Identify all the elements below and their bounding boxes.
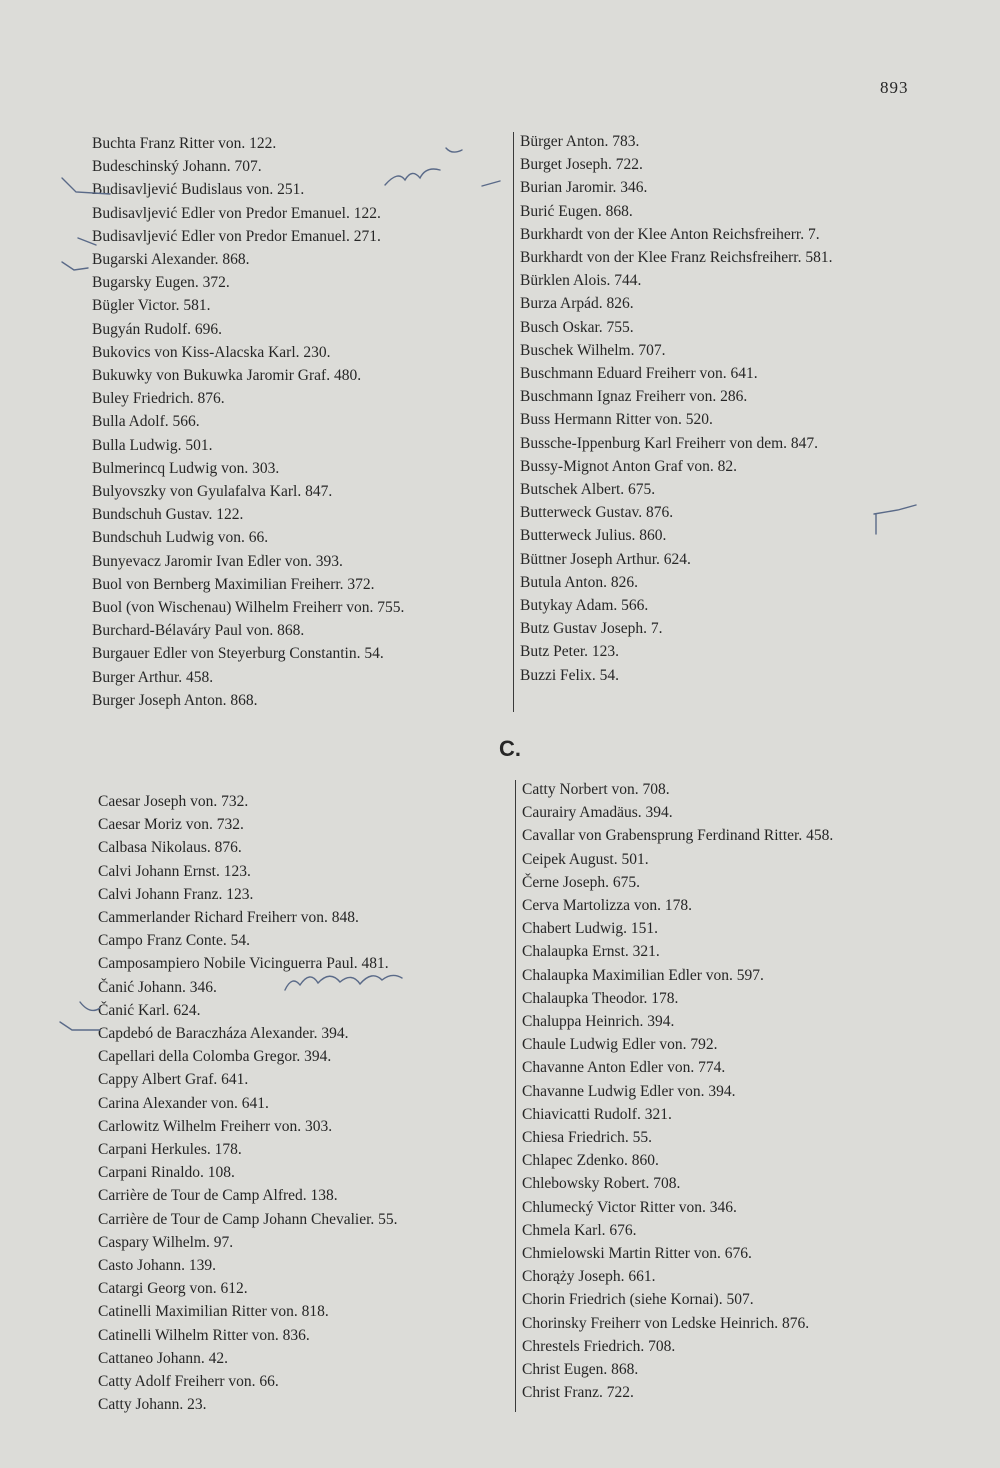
index-entry: Butterweck Gustav. 876. (520, 504, 674, 522)
index-entry: Chalaupka Ernst. 321. (522, 943, 660, 961)
index-entry: Burchard-Bélaváry Paul von. 868. (92, 622, 305, 640)
index-entry: Chiavicatti Rudolf. 321. (522, 1105, 672, 1123)
index-entry: Carpani Herkules. 178. (98, 1141, 242, 1159)
index-entry: Butterweck Julius. 860. (520, 527, 667, 545)
index-entry: Chlebowsky Robert. 708. (522, 1175, 681, 1193)
index-entry: Burkhardt von der Klee Franz Reichsfreiherr. 581. (520, 249, 833, 267)
index-entry: Chmielowski Martin Ritter von. 676. (522, 1245, 752, 1263)
index-entry: Chrestels Friedrich. 708. (522, 1337, 676, 1355)
index-entry: Catinelli Wilhelm Ritter von. 836. (98, 1326, 310, 1344)
index-entry: Buschmann Eduard Freiherr von. 641. (520, 365, 758, 383)
top-right-column (520, 130, 940, 687)
index-entry: Butz Gustav Joseph. 7. (520, 620, 663, 638)
index-entry: Čanić Johann. 346. (98, 978, 217, 996)
index-entry: Chorin Friedrich (siehe Kornai). 507. (522, 1291, 754, 1309)
index-entry: Catty Johann. 23. (98, 1396, 207, 1414)
column-divider-top (513, 132, 514, 712)
page-number: 893 (880, 78, 909, 97)
index-entry: Buchta Franz Ritter von. 122. (92, 135, 277, 152)
index-entry: Černe Joseph. 675. (522, 873, 640, 891)
index-entry: Cappy Albert Graf. 641. (98, 1071, 249, 1089)
index-entry: Chiesa Friedrich. 55. (522, 1129, 653, 1147)
index-entry: Catty Norbert von. 708. (522, 781, 670, 798)
index-entry: Ceipek August. 501. (522, 850, 649, 868)
index-entry: Buley Friedrich. 876. (92, 390, 225, 408)
index-entry: Burgauer Edler von Steyerburg Constantin. 54. (92, 645, 384, 663)
index-entry: Bugarsky Eugen. 372. (92, 274, 230, 292)
index-entry: Carrière de Tour de Camp Alfred. 138. (98, 1187, 338, 1205)
index-entry: Burget Joseph. 722. (520, 156, 643, 174)
index-entry: Capdebó de Baraczháza Alexander. 394. (98, 1025, 349, 1043)
index-entry: Casto Johann. 139. (98, 1257, 216, 1275)
index-entry: Butschek Albert. 675. (520, 481, 656, 499)
index-entry: Calvi Johann Franz. 123. (98, 885, 254, 903)
index-entry: Burger Joseph Anton. 868. (92, 691, 258, 709)
index-entry: Bügler Victor. 581. (92, 297, 211, 315)
index-entry: Bussche-Ippenburg Karl Freiherr von dem. 847. (520, 434, 819, 452)
index-entry: Bulla Ludwig. 501. (92, 436, 213, 454)
index-entry: Chabert Ludwig. 151. (522, 920, 659, 938)
index-entry: Camposampiero Nobile Vicinguerra Paul. 481. (98, 955, 389, 973)
index-entry: Caurairy Amadäus. 394. (522, 804, 673, 822)
index-entry: Chaule Ludwig Edler von. 792. (522, 1036, 718, 1054)
pencil-tick-mark (80, 1002, 100, 1010)
index-entry: Čanić Karl. 624. (98, 1001, 201, 1019)
index-entry: Butykay Adam. 566. (520, 597, 649, 615)
index-entry: Calbasa Nikolaus. 876. (98, 839, 242, 857)
index-entry: Bukuwky von Bukuwka Jaromir Graf. 480. (92, 367, 362, 385)
index-entry: Burkhardt von der Klee Anton Reichsfreiherr. 7. (520, 225, 820, 243)
index-entry: Büttner Joseph Arthur. 624. (520, 550, 691, 568)
index-entry: Campo Franz Conte. 54. (98, 932, 250, 950)
index-entry: Catinelli Maximilian Ritter von. 818. (98, 1303, 329, 1321)
index-entry: Carrière de Tour de Camp Johann Chevalier. 55. (98, 1210, 398, 1228)
index-entry: Catargi Georg von. 612. (98, 1280, 248, 1298)
index-entry: Cerva Martolizza von. 178. (522, 897, 693, 915)
index-entry: Bundschuh Gustav. 122. (92, 506, 244, 524)
index-entry: Carina Alexander von. 641. (98, 1094, 269, 1112)
index-entry: Caesar Moriz von. 732. (98, 816, 244, 834)
index-entry: Bussy-Mignot Anton Graf von. 82. (520, 457, 737, 475)
index-entry: Calvi Johann Ernst. 123. (98, 862, 251, 880)
bottom-left-column (98, 790, 512, 1416)
index-entry: Catty Adolf Freiherr von. 66. (98, 1373, 279, 1391)
index-entry: Burian Jaromir. 346. (520, 179, 648, 197)
index-entry: Bugarski Alexander. 868. (92, 251, 250, 269)
index-entry: Butula Anton. 826. (520, 573, 638, 591)
index-entry: Chalaupka Theodor. 178. (522, 989, 679, 1007)
index-entry: Cammerlander Richard Freiherr von. 848. (98, 909, 359, 927)
bottom-right-column (522, 778, 942, 1404)
index-entry: Chorąży Joseph. 661. (522, 1268, 656, 1286)
index-entry: Buschek Wilhelm. 707. (520, 341, 666, 359)
index-entry: Bugyán Rudolf. 696. (92, 320, 223, 338)
index-entry: Bukovics von Kiss-Alacska Karl. 230. (92, 343, 331, 361)
index-entry: Bulyovszky von Gyulafalva Karl. 847. (92, 483, 333, 501)
index-entry: Chavanne Ludwig Edler von. 394. (522, 1082, 736, 1100)
index-entry: Cattaneo Johann. 42. (98, 1349, 229, 1367)
index-entry: Chmela Karl. 676. (522, 1221, 637, 1239)
index-entry: Chalaupka Maximilian Edler von. 597. (522, 966, 764, 984)
index-entry: Bürger Anton. 783. (520, 133, 640, 150)
index-entry: Bürklen Alois. 744. (520, 272, 642, 290)
index-entry: Caspary Wilhelm. 97. (98, 1233, 234, 1251)
index-entry: Budisavljević Edler von Predor Emanuel. 271. (92, 227, 381, 245)
index-entry: Bulla Adolf. 566. (92, 413, 200, 431)
index-entry: Busch Oskar. 755. (520, 318, 634, 336)
index-entry: Christ Eugen. 868. (522, 1361, 639, 1379)
index-entry: Buol von Bernberg Maximilian Freiherr. 372. (92, 575, 375, 593)
index-entry: Bunyevacz Jaromir Ivan Edler von. 393. (92, 552, 343, 570)
index-entry: Chlapec Zdenko. 860. (522, 1152, 659, 1170)
index-entry: Buss Hermann Ritter von. 520. (520, 411, 713, 429)
index-entry: Burza Arpád. 826. (520, 295, 634, 313)
index-entry: Bulmerincq Ludwig von. 303. (92, 459, 280, 477)
top-left-column (92, 132, 510, 712)
index-entry: Buol (von Wischenau) Wilhelm Freiherr von. 755. (92, 599, 405, 617)
index-entry: Bundschuh Ludwig von. 66. (92, 529, 269, 547)
index-entry: Budisavljević Budislaus von. 251. (92, 181, 305, 199)
index-entry: Budisavljević Edler von Predor Emanuel. 122. (92, 204, 381, 222)
index-entry: Burger Arthur. 458. (92, 668, 214, 686)
index-entry: Buzzi Felix. 54. (520, 666, 620, 684)
pencil-bracket-mark (60, 1022, 100, 1030)
index-entry: Caesar Joseph von. 732. (98, 793, 249, 810)
index-entry: Chlumecký Victor Ritter von. 346. (522, 1198, 737, 1216)
index-entry: Burić Eugen. 868. (520, 202, 633, 220)
index-entry: Cavallar von Grabensprung Ferdinand Ritter. 458. (522, 827, 834, 845)
pencil-tick-mark (62, 262, 88, 270)
section-letter-heading: C. (499, 736, 521, 761)
index-entry: Carlowitz Wilhelm Freiherr von. 303. (98, 1117, 333, 1135)
column-divider-bottom (515, 780, 516, 1412)
index-entry: Chaluppa Heinrich. 394. (522, 1013, 675, 1031)
index-entry: Capellari della Colomba Gregor. 394. (98, 1048, 332, 1066)
index-entry: Budeschinský Johann. 707. (92, 158, 262, 176)
index-entry: Buschmann Ignaz Freiherr von. 286. (520, 388, 748, 406)
index-entry: Chorinsky Freiherr von Ledske Heinrich. 876. (522, 1314, 810, 1332)
index-entry: Carpani Rinaldo. 108. (98, 1164, 235, 1182)
index-entry: Chavanne Anton Edler von. 774. (522, 1059, 726, 1077)
index-entry: Butz Peter. 123. (520, 643, 620, 661)
index-entry: Christ Franz. 722. (522, 1384, 634, 1402)
